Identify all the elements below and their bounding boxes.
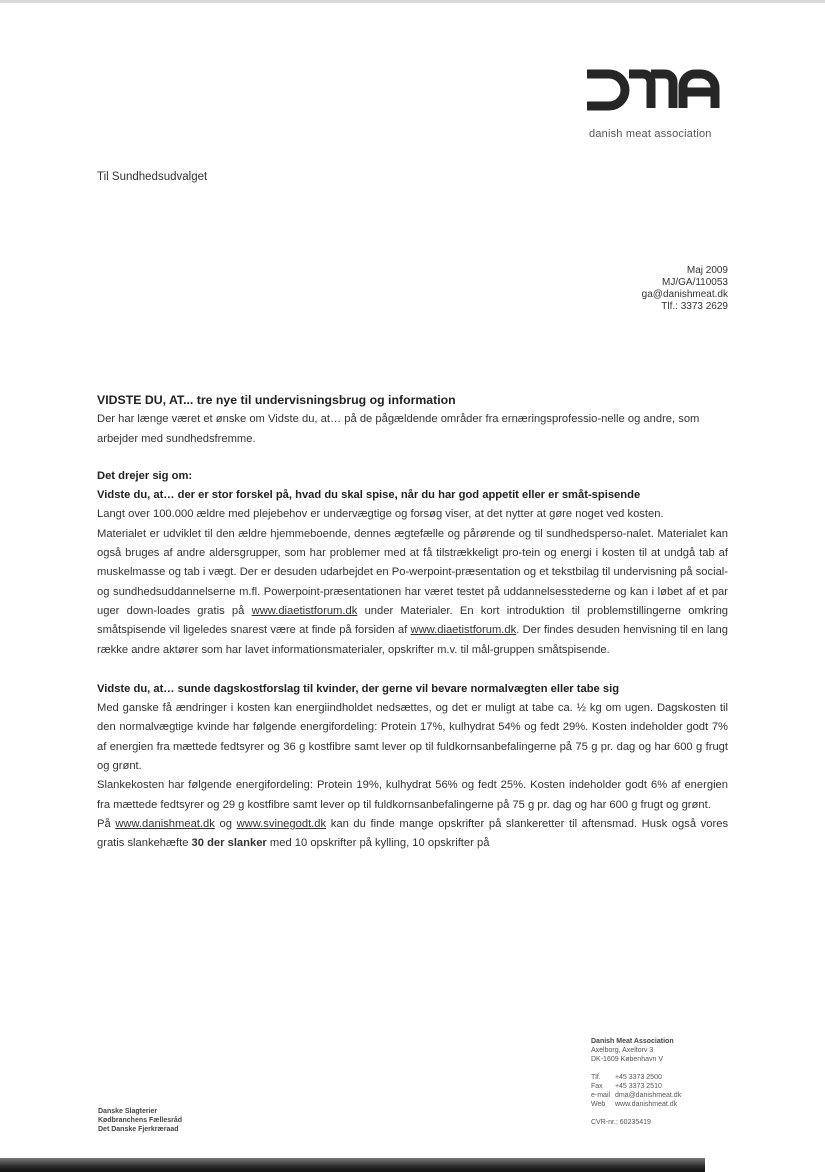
letter-body (97, 391, 728, 854)
section2-para2-b: under Materialer. En kort introduktion til problemstillingerne omkring småtspisende vil ligeledes snarest være at finde på forsiden af (97, 604, 729, 637)
footer-tel-label: Tlf. (591, 1074, 601, 1081)
slankehaefte-title: 30 der slanker (191, 837, 267, 850)
section1-intro: Der har længe været et ønske om Vidste du, at… på de pågældende områder fra ernæringsprofessio-nelle og andre, som arbejder med sundhedsfremme. (97, 413, 700, 445)
footer-tel-value: +45 3373 2500 (614, 1074, 662, 1081)
sender-phone: Tlf.: 3373 2629 (661, 301, 728, 312)
footer-address (591, 1037, 681, 1127)
diaetistforum-link-2[interactable]: www.diaetistforum.dk (410, 624, 517, 637)
section2-para2-a: Materialet er udviklet til den ældre hjemmeboende, dennes ægtefælle og pårørende og til sundhedsperso-nalet. Materialet kan også bruges af andre aldersgrupper, som har problemer med at få tilstrækkeligt pro-tein og energi i kosten til at undgå tab af muskelmasse og tab i vægt. Der er desuden udarbejdet en Po-werpoint-præsentation og et tekstbilag til undervisning på social- og sundhedsuddannelserne m.fl. Powerpoint-præsentationen har været testet på uddannelsesstederne og kan i løbet af et par uger down-loades gratis på (97, 527, 728, 617)
recipient: Til Sundhedsudvalget (97, 171, 208, 183)
bottom-bar-end (705, 1158, 825, 1172)
section3-para1: Med ganske få ændringer i kosten kan energiindholdet nedsættes, og det er muligt at tabe ca. ½ kg om ugen. Dagskosten til den normalvægtige kvinde har følgende energifordeling: Protein 17%, kulhydrat 54% og fedt 29%. Kosten indeholder godt 7% af energien fra mættede fedtsyrer og 36 g kostfibre samt lever op til fuldkornsanbefalingerne på 75 g pr. dag og har 600 g frugt og grønt. (97, 702, 728, 773)
diaetistforum-link-1[interactable]: www.diaetistforum.dk (251, 604, 358, 617)
section3-title: Vidste du, at… sunde dagskostforslag til kvinder, der gerne vil bevare normalvægten eller tabe sig (97, 682, 620, 695)
section3-para3-a: På (97, 817, 111, 830)
letter-meta (528, 265, 728, 313)
section2-title: Vidste du, at… der er stor forskel på, hvad du skal spise, når du har god appetit eller er småt-spisende (97, 489, 641, 502)
logo-caption: danish meat association (589, 128, 712, 140)
section3-para3 (97, 815, 728, 854)
footer-tel (591, 1073, 681, 1082)
section3-para3-b: og (219, 817, 232, 830)
bottom-bar (0, 1158, 825, 1172)
footer-addr2: DK-1609 København V (591, 1056, 663, 1063)
footer-email-value: dma@danishmeat.dk (614, 1092, 682, 1099)
dma-logo-icon (585, 68, 725, 112)
footer-email (591, 1091, 681, 1100)
letter-date: Maj 2009 (686, 265, 728, 276)
footer-web-label: Web (591, 1101, 606, 1108)
footer-web (591, 1100, 681, 1109)
sender-email: ga@danishmeat.dk (641, 289, 728, 300)
section2-para2-c: . Der findes desuden henvisning til en lang række andre aktører som har lavet informationsmaterialer, opskrifter m.v. til mål-gruppen småtspisende. (97, 624, 728, 656)
section3-para3-d: med 10 opskrifter på kylling, 10 opskrifter på (269, 837, 490, 850)
footer-addr1: Axelborg, Axeltorv 3 (591, 1047, 654, 1054)
section2-para2 (97, 525, 728, 660)
top-border (0, 0, 825, 3)
section2-lead: Det drejer sig om: (97, 469, 193, 482)
section2-para1: Langt over 100.000 ældre med plejebehov er undervægtige og forsøg viser, at det nytter at gøre noget ved kosten. (97, 508, 664, 521)
letter-reference: MJ/GA/110053 (662, 277, 728, 288)
svinegodt-link[interactable]: www.svinegodt.dk (236, 817, 327, 830)
danishmeat-link[interactable]: www.danishmeat.dk (115, 817, 215, 830)
footer-fax (591, 1082, 681, 1091)
footer-org-name: Danish Meat Association (591, 1038, 674, 1045)
section3-para2: Slankekosten har følgende energifordeling: Protein 19%, kulhydrat 56% og fedt 25%. Kosten indeholder godt 6% af energien fra mættede fedtsyrer og 29 g kostfibre samt lever op til fuldkornsanbefalingerne på 75 g pr. dag og har 600 g frugt og grønt. (97, 779, 728, 811)
footer-member-1: Danske Slagterier (98, 1108, 158, 1115)
footer-web-value: www.danishmeat.dk (614, 1101, 678, 1108)
footer-fax-value: +45 3373 2510 (614, 1083, 662, 1090)
footer-fax-label: Fax (591, 1083, 603, 1090)
section1-title: VIDSTE DU, AT... tre nye til undervisningsbrug og information (97, 393, 456, 407)
footer-email-label: e-mail (591, 1092, 611, 1099)
footer-member-3: Det Danske Fjerkræraad (98, 1126, 179, 1133)
footer-members (98, 1107, 182, 1134)
section3-para3-c: kan du finde mange opskrifter på slankeretter til aftensmad. Husk også vores gratis slankehæfte (97, 817, 729, 850)
footer-cvr: CVR-nr.: 60235419 (591, 1119, 651, 1126)
footer-member-2: Kødbranchens Fællesråd (98, 1117, 183, 1124)
